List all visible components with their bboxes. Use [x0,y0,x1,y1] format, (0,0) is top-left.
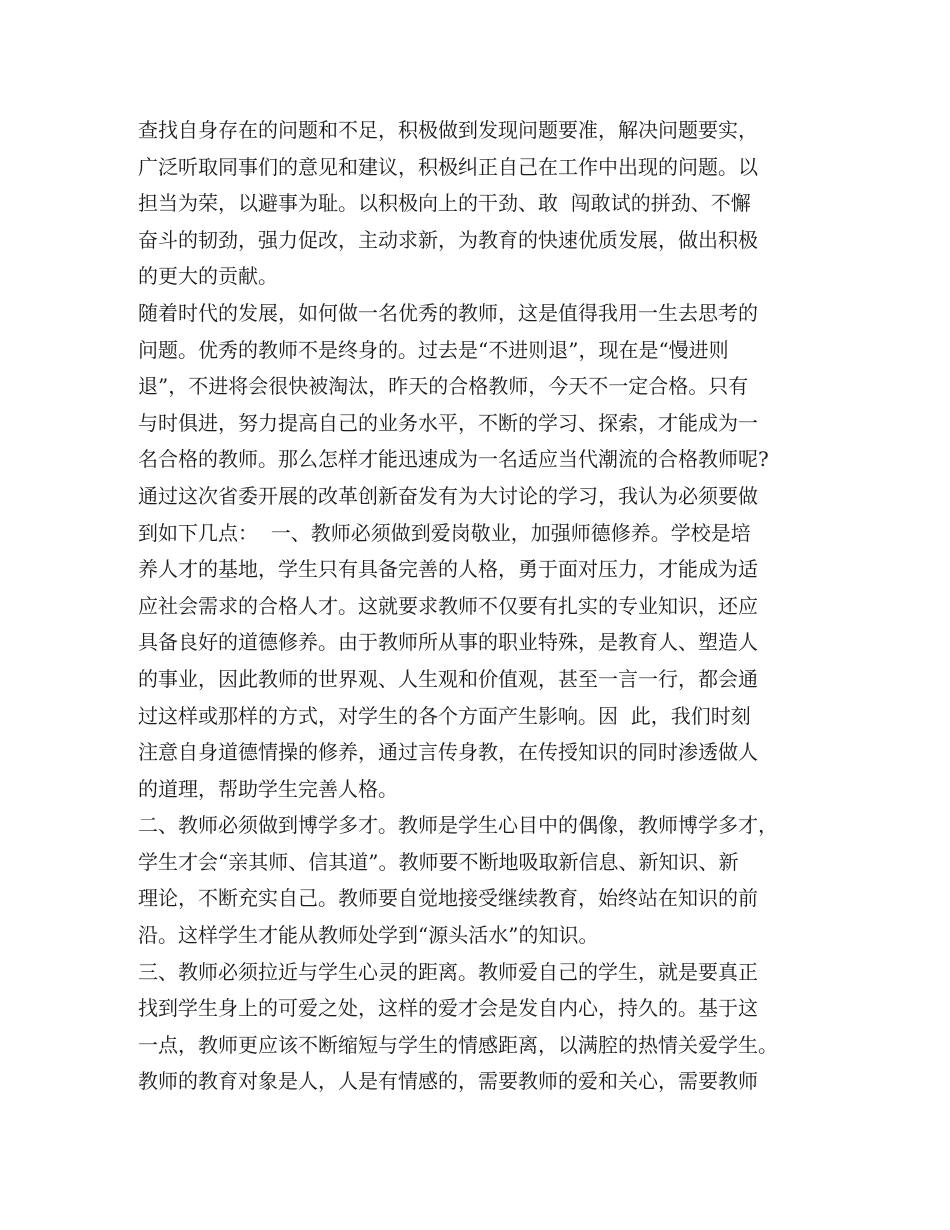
text-line: 通过这次省委开展的改革创新奋发有为大讨论的学习，我认为必须要做 [138,483,758,508]
text-line: 问题。优秀的教师不是终身的。过去是“不进则退”，现在是“慢进则 [138,337,729,362]
text-line: 的事业，因此教师的世界观、人生观和价值观，甚至一言一行，都会通 [138,666,758,691]
text-line: 二、教师必须做到博学多才。教师是学生心目中的偶像，教师博学多才， [138,813,778,838]
text-line: 到如下几点： 一、教师必须做到爱岗敬业，加强师德修养。学校是培 [138,520,751,545]
text-line: 过这样或那样的方式，对学生的各个方面产生影响。因 此，我们时刻 [138,703,751,728]
text-line: 找到学生身上的可爱之处，这样的爱才会是发自内心，持久的。基于这 [138,996,758,1021]
text-line: 名合格的教师。那么怎样才能迅速成为一名适应当代潮流的合格教师呢? [138,447,769,472]
text-line: 三、教师必须拉近与学生心灵的距离。教师爱自己的学生，就是要真正 [138,959,758,984]
text-line: 应社会需求的合格人才。这就要求教师不仅要有扎实的专业知识，还应 [138,593,758,618]
text-line: 注意自身道德情操的修养，通过言传身教，在传授知识的同时渗透做人 [138,740,758,765]
text-line: 教师的教育对象是人，人是有情感的，需要教师的爱和关心，需要教师 [138,1069,758,1094]
text-line: 广泛听取同事们的意见和建议，积极纠正自己在工作中出现的问题。以 [138,154,758,179]
text-line: 学生才会“亲其师、信其道”。教师要不断地吸取新信息、新知识、新 [138,849,739,874]
text-line: 具备良好的道德修养。由于教师所从事的职业特殊，是教育人、塑造人 [138,630,758,655]
text-line: 随着时代的发展，如何做一名优秀的教师，这是值得我用一生去思考的 [138,300,758,325]
text-line: 的更大的贡献。 [138,264,278,289]
text-line: 退”，不进将会很快被淘汰，昨天的合格教师，今天不一定合格。只有 [138,374,749,399]
text-line: 养人才的基地，学生只有具备完善的人格，勇于面对压力，才能成为适 [138,557,758,582]
text-line: 奋斗的韧劲，强力促改，主动求新，为教育的快速优质发展，做出积极 [138,227,758,252]
text-line: 担当为荣，以避事为耻。以积极向上的干劲、敢 闯敢试的拼劲、不懈 [138,191,751,216]
text-line: 查找自身存在的问题和不足，积极做到发现问题要准，解决问题要实， [138,118,758,142]
text-line: 一点，教师更应该不断缩短与学生的情感距离，以满腔的热情关爱学生。 [138,1032,778,1057]
text-line: 与时俱进，努力提高自己的业务水平，不断的学习、探索，才能成为一 [138,410,758,435]
text-line: 沿。这样学生才能从教师处学到“源头活水”的知识。 [138,923,599,948]
text-line: 的道理，帮助学生完善人格。 [138,776,398,801]
body-text [138,112,828,1100]
text-line: 理论，不断充实自己。教师要自觉地接受继续教育，始终站在知识的前 [138,886,758,911]
